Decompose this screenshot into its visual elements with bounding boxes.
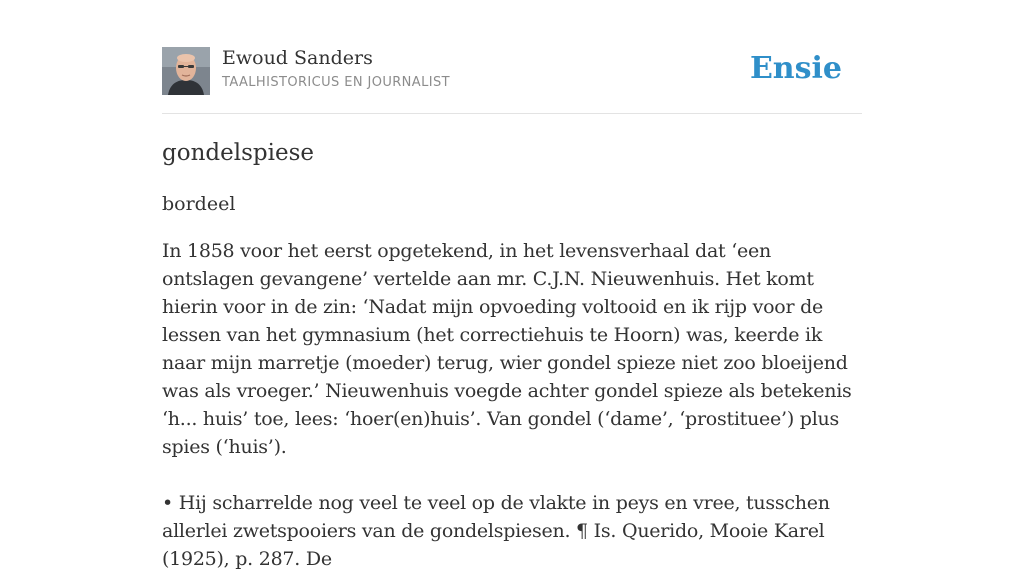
author-avatar[interactable] — [162, 47, 210, 95]
entry-definition: bordeel — [162, 193, 236, 215]
author-role: TAALHISTORICUS EN JOURNALIST — [222, 75, 450, 90]
author-header — [162, 47, 862, 113]
author-name[interactable]: Ewoud Sanders — [222, 47, 373, 69]
header-divider — [162, 113, 862, 114]
entry-content — [162, 138, 862, 573]
avatar-image — [162, 47, 210, 95]
ensie-logo-link[interactable]: Ensie — [749, 51, 842, 86]
entry-body: In 1858 voor het eerst opgetekend, in het levensverhaal dat ‘een ontslagen gevangene’ vertelde aan mr. C.J.N. Nieuwenhuis. Het komt hierin voor in de zin: ‘Nadat mijn opvoeding voltooid en ik rijp voor de lessen van het gymnasium (het correctiehuis te Hoorn) was, keerde ik naar mijn marretje (moeder) terug, wier gondel spieze niet zoo bloeijend was als vroeger.’ Nieuwenhuis voegde achter gondel spieze als betekenis ‘h... huis’ toe, lees: ‘hoer(en)huis’. Van gondel (‘dame’, ‘prostituee’) plus spies (‘huis’). — [162, 240, 852, 458]
entry-quote: • Hij scharrelde nog veel te veel op de vlakte in peys en vree, tusschen allerlei zwetspooiers van de gondelspiesen. ¶ Is. Querido, Mooie Karel (1925), p. 287. De — [162, 492, 830, 570]
entry-title: gondelspiese — [162, 140, 314, 166]
